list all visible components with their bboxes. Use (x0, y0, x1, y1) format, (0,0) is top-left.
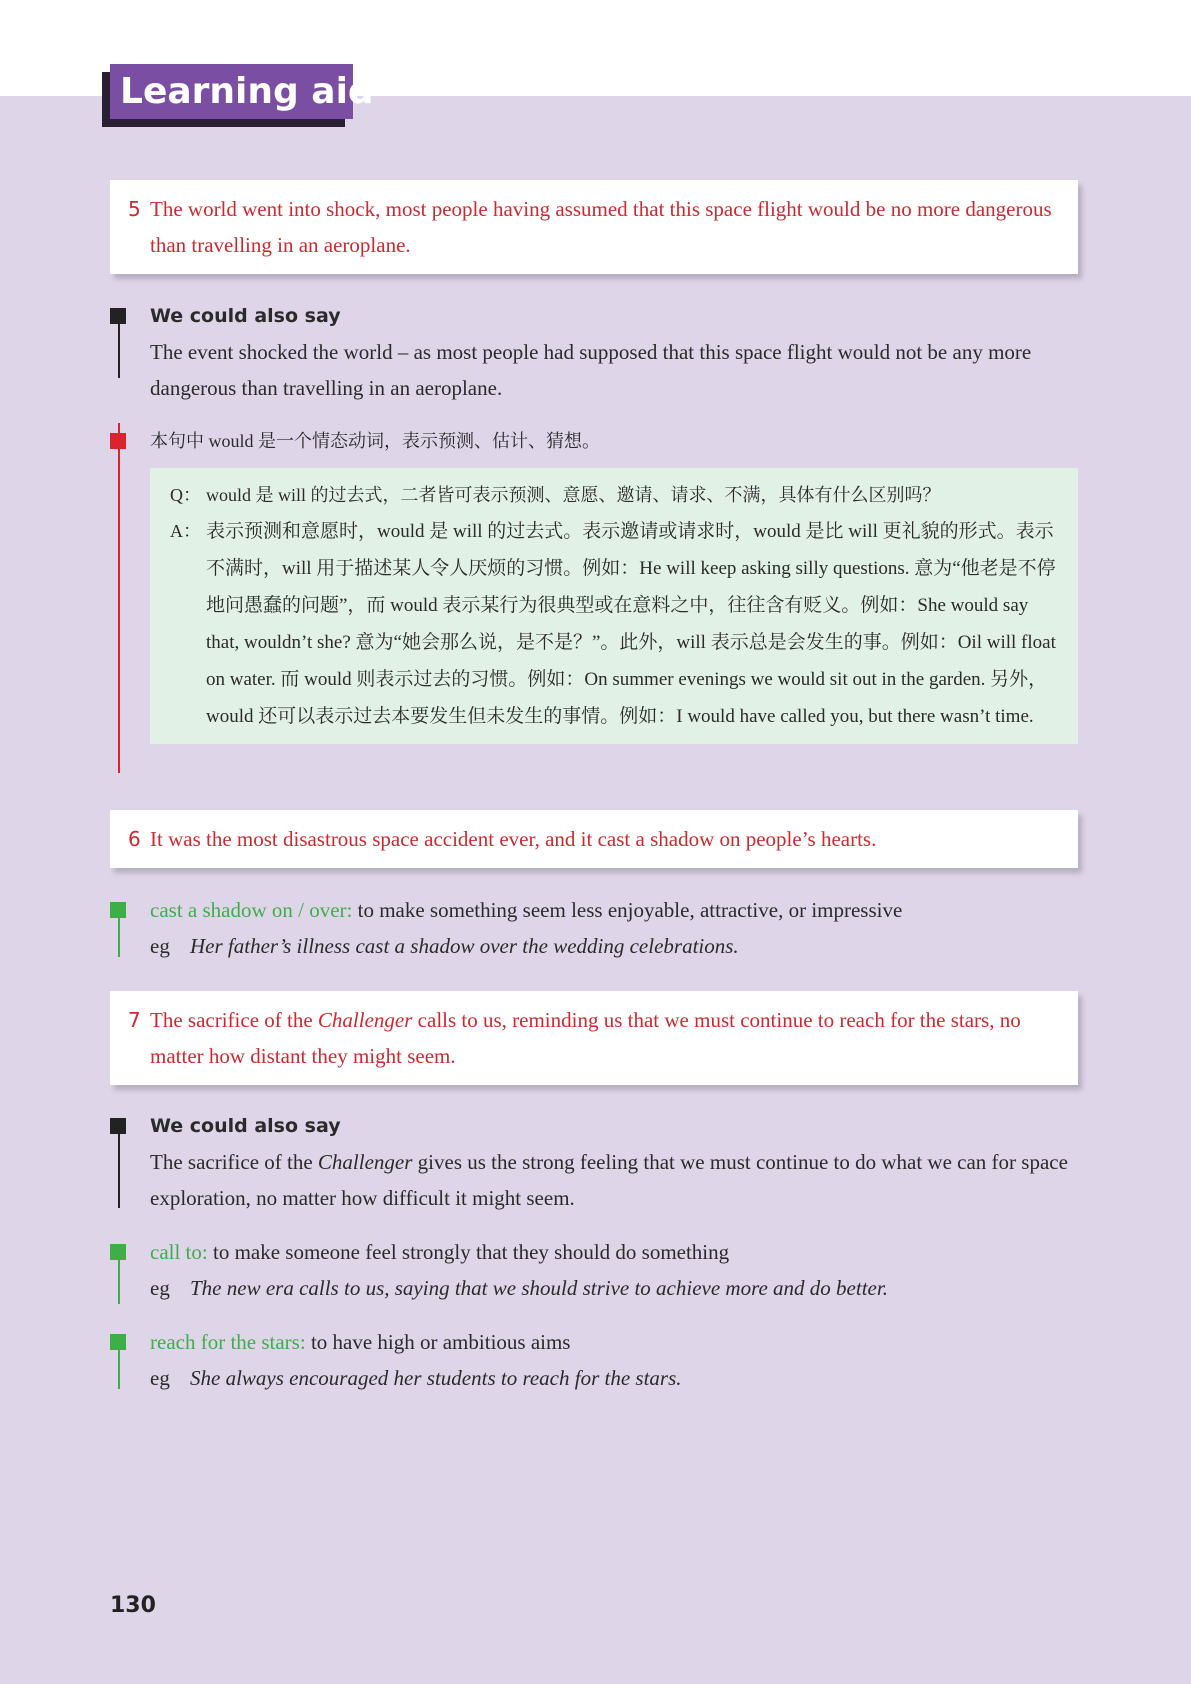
vocab-definition: to make something seem less enjoyable, attractive, or impressive (352, 898, 903, 922)
vocab-entry (150, 892, 1078, 928)
example (150, 1360, 1078, 1396)
note-marker (110, 1334, 126, 1350)
note-marker (110, 433, 126, 449)
note-marker (110, 1244, 126, 1260)
vocab-term: cast a shadow on / over: (150, 898, 353, 922)
answer (170, 513, 1060, 735)
vocab-entry (150, 1234, 1078, 1270)
sentence-box-7 (110, 991, 1078, 1085)
sentence-text: It was the most disastrous space accident ever, and it cast a shadow on people’s hearts. (150, 827, 877, 851)
example-label: eg (150, 1276, 170, 1300)
also-say-text (150, 1144, 1078, 1216)
sentence-box-5 (110, 180, 1078, 274)
question (170, 477, 1060, 513)
note-line (118, 423, 120, 773)
vocab-definition: to have high or ambitious aims (305, 1330, 571, 1354)
sentence-number: 7 (128, 1008, 141, 1032)
vocab-term: reach for the stars: (150, 1330, 306, 1354)
header-title: Learning aid (110, 64, 353, 119)
question-text: would 是 will 的过去式，二者皆可表示预测、意愿、邀请、请求、不满，具体有什么区别吗？ (206, 485, 941, 505)
also-say-italic: Challenger (317, 1150, 413, 1174)
answer-text: 表示预测和意愿时，would 是 will 的过去式。表示邀请或请求时，would 是比 will 更礼貌的形式。表示不满时，will 用于描述某人令人厌烦的习惯。例如：He will keep asking silly questions. 意为“他老是不停地问愚蠢的问题”，而 would 表示某行为很典型或在意料之中，往往含有贬义。例如：She would say that, wouldn’t she? 意为“她会那么说，是不是？”。此外，will 表示总是会发生的事。例如：Oil will float on water. 而 would 则表示过去的习惯。例如：On summer evenings we would sit out in the garden. 另外，would 还可以表示过去本要发生但未发生的事情。例如：I would have called you, but there wasn’t time. (206, 521, 1056, 727)
qa-box (150, 468, 1078, 744)
page-number: 130 (110, 1593, 156, 1618)
sentence-number: 6 (128, 827, 141, 851)
example (150, 928, 1078, 964)
answer-label: A： (170, 521, 201, 541)
vocab-term: call to: (150, 1240, 208, 1264)
example-text: The new era calls to us, saying that we should strive to achieve more and do better. (190, 1276, 888, 1300)
example-text: She always encouraged her students to reach for the stars. (190, 1366, 682, 1390)
note-marker (110, 902, 126, 918)
also-say-pre: The sacrifice of the (150, 1150, 318, 1174)
also-say-label: We could also say (150, 1115, 341, 1137)
example-text: Her father’s illness cast a shadow over the wedding celebrations. (190, 934, 739, 958)
note-marker (110, 1118, 126, 1134)
vocab-definition: to make someone feel strongly that they should do something (207, 1240, 730, 1264)
example (150, 1270, 1078, 1306)
vocab-entry (150, 1324, 1078, 1360)
sentence-text-post: calls to us, reminding us that we must continue to reach for the stars, no matter how distant they might seem. (150, 1008, 1021, 1068)
also-say-text: The event shocked the world – as most people had supposed that this space flight would not be any more dangerous than travelling in an aeroplane. (150, 340, 1032, 400)
grammar-note-text: 本句中 would 是一个情态动词，表示预测、估计、猜想。 (150, 431, 600, 451)
also-say-label: We could also say (150, 305, 341, 327)
sentence-text-pre: The sacrifice of the (150, 1008, 318, 1032)
sentence-text: The world went into shock, most people having assumed that this space flight would be no more dangerous than travelling in an aeroplane. (150, 197, 1052, 257)
example-label: eg (150, 934, 170, 958)
also-say-post: gives us the strong feeling that we must continue to do what we can for space exploration, no matter how difficult it might seem. (150, 1150, 1068, 1210)
note-marker (110, 308, 126, 324)
sentence-text-italic: Challenger (317, 1008, 413, 1032)
example-label: eg (150, 1366, 170, 1390)
question-label: Q： (170, 485, 201, 505)
sentence-number: 5 (128, 197, 141, 221)
sentence-box-6 (110, 810, 1078, 868)
